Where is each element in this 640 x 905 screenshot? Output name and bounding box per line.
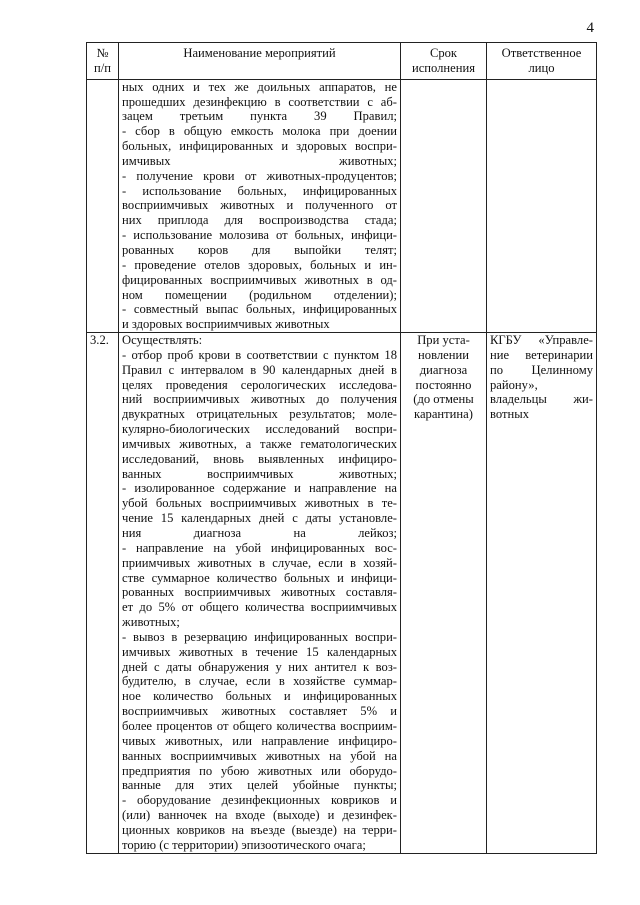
header-term-line: Срок [429,46,458,60]
text-line: фицированных восприимчивых животных в од- [122,272,397,287]
header-name-text: Наименование мероприятий [183,46,336,60]
text-line: карантина) [414,407,473,422]
text-line: диагноза [419,362,468,377]
text-line: ет до 5% от общего количества восприимчивых [122,600,397,615]
text-line: постоянно [415,377,472,392]
row-term [401,79,487,332]
text-line: (до отмены [413,392,474,407]
table-row [87,333,597,854]
text-line: При уста- [417,333,470,348]
text-line: Правил с интервалом в 90 календарных дней в [122,362,397,377]
text-line: приимчивых животных в случае, если в хозяй- [122,555,397,570]
text-line: стве суммарное количество больных и инфици- [122,570,397,585]
text-line: рованных коров для выпойки телят; [122,242,397,257]
text-line: ционных ковриков на въезде (выезде) на терри- [122,822,397,837]
text-line: прошедших дезинфекцию в соответствии с аб- [122,94,397,109]
table-header-row [87,43,597,80]
text-line: более процентов от общего количества восприим- [122,718,397,733]
text-line: имчивых животных, а также гематологических [122,436,397,451]
text-line: убой больных восприимчивых животных в те- [122,496,397,511]
measures-table [86,42,597,854]
text-line: двукратных отрицательных результатов; моле- [122,407,397,422]
text-line: рованных восприимчивых животных составля- [122,585,397,600]
header-responsible [487,43,597,80]
text-line: ном помещении (родильном отделении); [122,287,397,302]
text-line: ванных восприимчивых животных на убой на [122,748,397,763]
text-line: животных; [122,615,180,630]
text-line: и здоровых восприимчивых животных [122,317,330,332]
text-line: - использование молозива от больных, инфици- [122,228,397,243]
header-number-line: № [96,46,109,60]
text-line: владельцы жи- [490,392,593,407]
text-line: КГБУ «Управле- [490,333,593,348]
text-line: - оборудование дезинфекционных ковриков и [122,793,397,808]
text-line: новлении [418,347,469,362]
text-line: - сбор в общую емкость молока при доении [122,124,397,139]
row-responsible [487,79,597,332]
text-line: - направление на убой инфицированных вос- [122,540,397,555]
text-line: ние ветеринарии [490,347,593,362]
text-line: чение 15 календарных дней с даты установле- [122,511,397,526]
text-line: имчивых животных в течение 15 календарных [122,644,397,659]
page-number: 4 [586,20,594,36]
text-line: - использование больных, инфицированных [122,183,397,198]
text-line: по Целинному [490,362,593,377]
text-line: больных, инфицированных и здоровых воспри- [122,139,397,154]
text-line: целях проведения серологических исследова- [122,377,397,392]
text-line: - получение крови от животных-продуцентов; [122,168,397,183]
text-line: торию (с территории) эпизоотического очага; [122,837,366,852]
header-term [401,43,487,80]
text-line: исследований, вновь выявленных инфициро- [122,451,397,466]
header-name [119,43,401,80]
text-line: - вывоз в резервацию инфицированных воспри- [122,629,397,644]
text-line: дней с даты обнаружения у них антител к воз- [122,659,397,674]
row-responsible [487,333,597,854]
text-line: - изолированное содержание и направление на [122,481,397,496]
text-line: восприимчивых животных составляет 5% и [122,704,397,719]
table-row [87,79,597,332]
text-line: восприимчивых животных и полученного от [122,198,397,213]
text-line: ное количество больных и инфицированных [122,689,397,704]
text-line: ний восприимчивых животных до получения [122,392,397,407]
header-term-line: исполнения [411,60,476,75]
text-line: кулярно-биологических исследований воспри- [122,422,397,437]
text-line: - проведение отелов здоровых, больных и ин- [122,257,397,272]
text-line: зацем третьим пункта 39 Правил; [122,109,397,124]
row-number: 3.2. [87,333,119,854]
text-line: району», [490,377,538,392]
text-line: имчивых животных; [122,153,397,168]
text-line: вотных [490,407,529,422]
text-line: ных одних и тех же доильных аппаратов, не [122,79,397,94]
text-line: ванные для этих целей убойные пункты; [122,778,397,793]
text-line: - совместный выпас больных, инфицированных [122,302,397,317]
text-line: Осуществлять: [122,333,203,348]
row-measure-text [119,79,401,332]
row-number [87,79,119,332]
text-line: чивых животных, или направление инфициро- [122,733,397,748]
text-line: ния диагноза на лейкоз; [122,526,397,540]
row-term [401,333,487,854]
header-number [87,43,119,80]
text-line: - отбор проб крови в соответствии с пунктом 18 [122,347,397,362]
text-line: (или) ванночек на входе (выходе) и дезинфек- [122,808,397,823]
text-line: будителю, в случае, если в хозяйстве суммар- [122,674,397,689]
text-line: ванных восприимчивых животных; [122,466,397,481]
header-responsible-line: Ответственное [501,46,582,60]
header-number-line: п/п [94,60,111,75]
text-line: них приплода для воспроизводства стада; [122,213,397,228]
row-measure-text [119,333,401,854]
header-responsible-line: лицо [528,60,555,75]
text-line: предприятия по убою животных или оборудо- [122,763,397,778]
